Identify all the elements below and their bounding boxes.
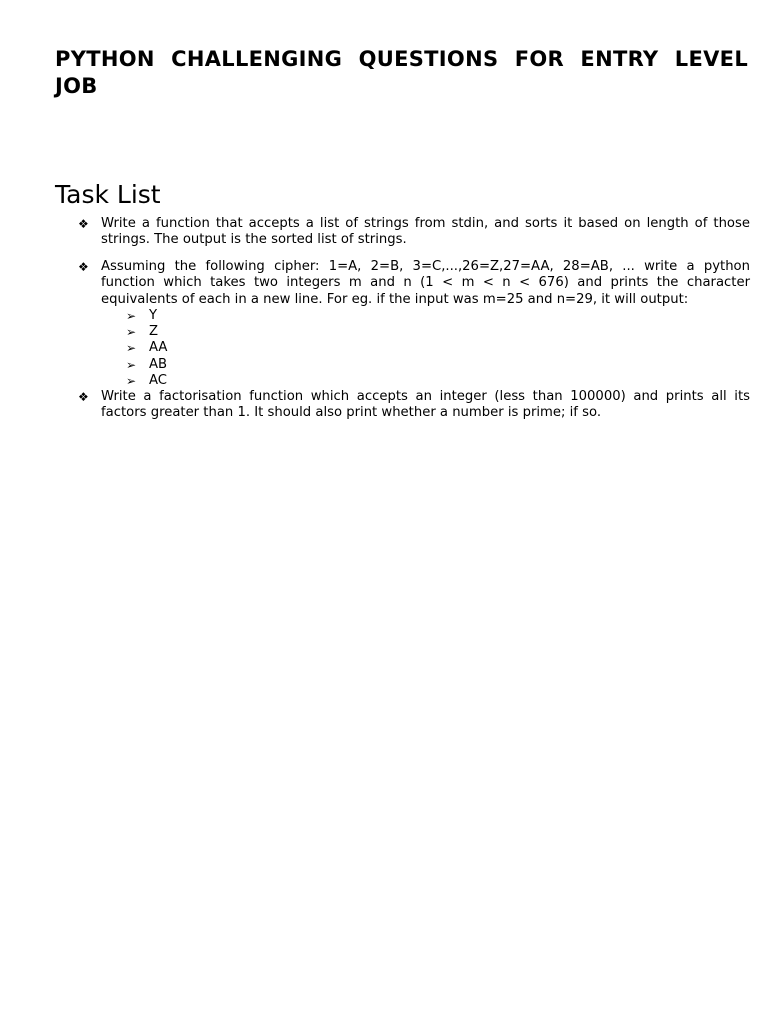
- output-value: AB: [149, 356, 168, 372]
- section-heading-task-list: Task List: [55, 180, 161, 209]
- task-list: [78, 216, 750, 422]
- output-value: Z: [149, 324, 159, 340]
- diamond-bullet-icon: ❖: [78, 390, 89, 405]
- diamond-bullet-icon: ❖: [78, 259, 89, 274]
- output-value: AC: [149, 372, 167, 388]
- output-value: Y: [149, 308, 158, 324]
- task-text-3: Write a factorisation function which accepts an integer (less than 100000) and prints all its factors greater than 1. It should also print whether a number is prime; if so.: [101, 389, 750, 421]
- arrowhead-bullet-icon: ➢: [126, 373, 137, 388]
- output-item: [126, 324, 750, 340]
- output-item: [126, 373, 750, 389]
- task-text-1: Write a function that accepts a list of strings from stdin, and sorts it based on length of those strings. The output is the sorted list of strings.: [101, 216, 750, 248]
- arrowhead-bullet-icon: ➢: [126, 341, 137, 356]
- output-item: [126, 357, 750, 373]
- task-item-2: [78, 259, 750, 389]
- task-item-1: [78, 216, 750, 249]
- arrowhead-bullet-icon: ➢: [126, 325, 137, 340]
- output-value: AA: [149, 340, 168, 356]
- arrowhead-bullet-icon: ➢: [126, 309, 137, 324]
- document-title: PYTHON CHALLENGING QUESTIONS FOR ENTRY LEVEL JOB: [55, 47, 748, 98]
- output-list: [101, 308, 750, 389]
- output-item: [126, 340, 750, 356]
- diamond-bullet-icon: ❖: [78, 217, 89, 231]
- task-text-2: Assuming the following cipher: 1=A, 2=B, 3=C,...,26=Z,27=AA, 28=AB, ... write a python function which takes two integers m and n (1 < m < n < 676) and prints the character equivalents of each in a new line. For eg. if the input was m=25 and n=29, it will output:: [101, 258, 750, 307]
- arrowhead-bullet-icon: ➢: [126, 357, 137, 372]
- task-item-3: [78, 389, 750, 422]
- output-item: [126, 308, 750, 324]
